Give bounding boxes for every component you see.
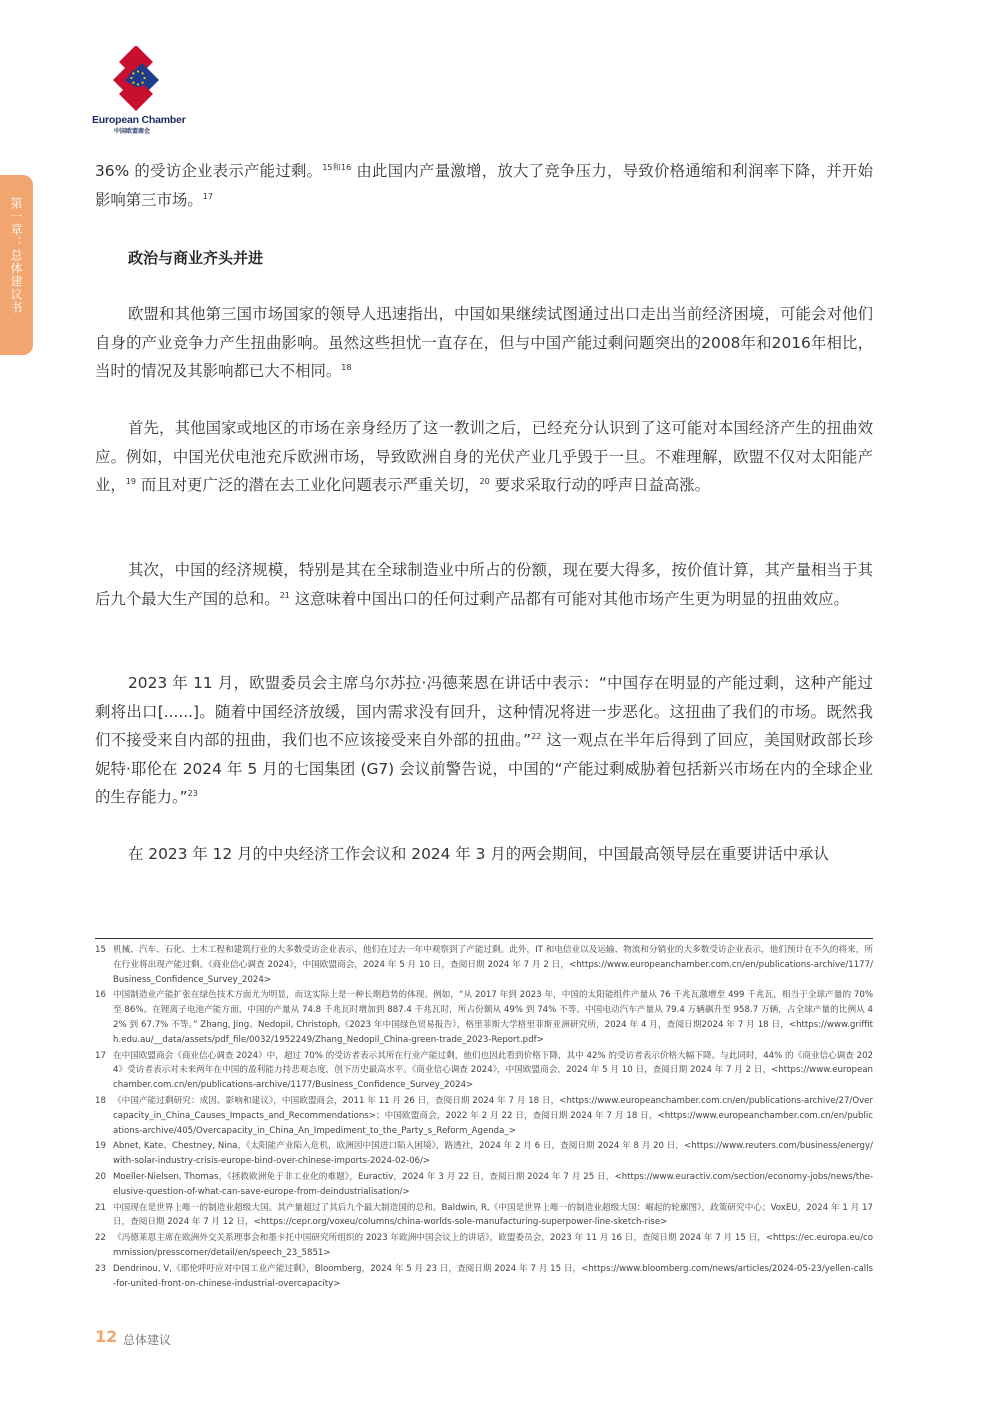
footnote-text: 机械、汽车、石化、土木工程和建筑行业的大多数受访企业表示，他们在过去一年中观察到了产能过剩。此外，IT 和电信业以及运输、物流和分销业的大多数受访企业表示，他们预计在不久的将来，所在行业将出现产能过剩。《商业信心调查 2024》，中国欧盟商会，2024 年 5 月 10 日，查阅日期 2024 年 7 月 2 日，<https://www.europeanchamber.com.cn/en/publications-archive/1177/Business_Confidence_Survey_2024> (113, 945, 873, 985)
logo-chinese-name: 中国欧盟商会 (114, 128, 151, 135)
paragraph-4-text-a: 2023 年 11 月，欧盟委员会主席乌尔苏拉·冯德莱恩在讲话中表示：“中国存在明显的产能过剩，这种产能过剩将出口[......]。随着中国经济放缓，国内需求没有回升，这种情况将进一步恶化。这扭曲了我们的市场。既然我们不接受来自内部的扭曲，我们也不应该接受来自外部的扭曲。” (95, 674, 873, 749)
footnote-item (95, 1201, 873, 1231)
footnote-number: 22 (95, 1233, 106, 1244)
footnote-item (95, 943, 873, 987)
footnote-text: Moeller-Nielsen, Thomas，《拯救欧洲免于非工业化的难题》，Euractiv，2024 年 3 月 22 日，查阅日期 2024 年 7 月 25 日，<https://www.euractiv.com/section/economy-jobs/news/the-elusive-question-of-what-can-save-europe-from-deindustrialisation/> (113, 1171, 873, 1197)
footnote-text: 中国现在是世界上唯一的制造业超级大国。其产量超过了其后九个最大制造国的总和。Baldwin, R,《中国是世界上唯一的制造业超级大国：崛起的轮廓图》，政策研究中心；VoxEU，2024 年 1 月 17 日，查阅日期 2024 年 7 月 12 日，<https://cepr.org/voxeu/columns/china-worlds-sole-manufacturing-superpower-line-sketch-rise> (113, 1202, 873, 1228)
paragraph-5: 在 2023 年 12 月的中央经济工作会议和 2024 年 3 月的两会期间，中国最高领导层在重要讲话中承认 (128, 845, 829, 863)
footnote-ref-20[interactable]: 20 (479, 477, 490, 486)
paragraph-1 (95, 300, 873, 386)
footnote-number: 20 (95, 1171, 106, 1182)
footnote-ref-22[interactable]: 22 (531, 732, 542, 741)
paragraph-4 (95, 669, 873, 812)
paragraph-0-text-a: 36% 的受访企业表示产能过剩。 (95, 162, 323, 180)
page-number: 12 (95, 1327, 118, 1346)
section-heading: 政治与商业齐头并进 (128, 249, 264, 267)
footnote-number: 23 (95, 1263, 106, 1274)
paragraph-2-text-c: 要求采取行动的呼声日益高涨。 (489, 476, 711, 494)
footnote-ref-19[interactable]: 19 (125, 477, 136, 486)
footnote-text: Abnet, Kate、Chestney, Nina，《太阳能产业陷入危机，欧洲因中国进口陷入困境》，路透社，2024 年 2 月 6 日，查阅日期 2024 年 8 月 20 日，<https://www.reuters.com/business/energy/with-solar-industry-crisis-europe-bind-over-chinese-imports-2024-02-06/> (113, 1141, 873, 1167)
paragraph-0-text-b: 由此国内产量激增，放大了竞争压力，导致价格通缩和利润率下降，并开始影响第三市场。 (95, 162, 873, 209)
footnote-ref-21[interactable]: 21 (279, 590, 290, 600)
paragraph-3-text-b: 这意味着中国出口的任何过剩产品都有可能对其他市场产生更为明显的扭曲效应。 (289, 589, 849, 608)
footnote-item (95, 1262, 873, 1292)
footnote-number: 16 (95, 990, 106, 1001)
footnote-text: 在中国欧盟商会《商业信心调查 2024》中，超过 70% 的受访者表示其所在行业产能过剩，他们也因此看到价格下降，其中 42% 的受访者表示价格大幅下降。与此同时，44% 的《商业信心调查 2024》受访者表示对未来两年在中国的盈利能力持悲观态度，创下历史最高水平。《商业信心调查 2024》，中国欧盟商会，2024 年 5 月 10 日，查阅日期 2024 年 7 月 2 日，<https://www.europeanchamber.com.cn/en/publications-archive/1177/Business_Confidence_Survey_2024> (113, 1050, 873, 1091)
paragraph-4-text-b: 这一观点在半年后得到了回应，美国财政部长珍妮特·耶伦在 2024 年 5 月的七国集团 (G7) 会议前警告说，中国的“产能过剩威胁着包括新兴市场在内的全球企业的生存能力。” (95, 731, 873, 806)
footnote-item (95, 1049, 873, 1093)
footnote-number: 18 (95, 1095, 106, 1106)
paragraph-3-text-a: 其次，中国的经济规模，特别是其在全球制造业中所占的份额，现在要大得多，按价值计算，其产量相当于其后九个最大生产国的总和。 (95, 561, 873, 608)
footnote-ref-23[interactable]: 23 (187, 789, 198, 798)
chapter-side-tab-label: 第一章：总体建议书 (9, 197, 23, 314)
footnote-item (95, 1231, 873, 1261)
paragraph-3 (95, 556, 873, 613)
paragraph-1-text: 欧盟和其他第三国市场国家的领导人迅速指出，中国如果继续试图通过出口走出当前经济困境，可能会对他们自身的产业竞争力产生扭曲影响。虽然这些担忧一直存在，但与中国产能过剩问题突出的2008年和2016年相比，当时的情况及其影响都已大不相同。 (95, 305, 873, 380)
footnote-number: 21 (95, 1202, 106, 1213)
chapter-side-tab (0, 175, 33, 355)
footnote-number: 17 (95, 1050, 106, 1061)
chamber-emblem-icon (104, 46, 172, 112)
european-chamber-logo (88, 46, 188, 136)
footnote-ref-17[interactable]: 17 (202, 191, 213, 201)
footer-section-label: 总体建议 (123, 1333, 172, 1347)
footnote-number: 19 (95, 1141, 106, 1152)
footnote-ref-15-16[interactable]: 15和16 (322, 163, 352, 172)
footnote-ref-18[interactable]: 18 (341, 363, 352, 372)
paragraph-2 (95, 414, 873, 500)
footnote-text: 中国制造业产能扩张在绿色技术方面尤为明显，而这实际上是一种长期趋势的体现。例如，“从 2017 年到 2023 年，中国的太阳能组件产量从 76 千兆瓦激增至 499 千兆瓦，相当于全球产量的 70% 至 86%。在锂离子电池产能方面，中国的产量从 74.8 千兆瓦时增加到 887.4 千兆瓦时，所占份额从 49% 到 74% 不等。中国电动汽车产量从 79.4 万辆飙升至 958.7 万辆，占全球产量的比例从 42% 到 67.7% 不等。” Zhang, Jing、Nedopil, Christoph,《2023 年中国绿色贸易报告》，格里菲斯大学格里菲斯亚洲研究所，2024 年 4 月，查阅日期2024 年 7 月 18 日，<https://www.griffith.edu.au/__data/assets/pdf_file/0032/1952249/Zhang_Nedopil_China-green-trade_2023-Report.pdf> (113, 990, 873, 1045)
footnote-text: 《中国产能过剩研究：成因、影响和建议》，中国欧盟商会，2011 年 11 月 26 日，查阅日期 2024 年 7 月 18 日，<https://www.europeanchamber.com.cn/en/publications-archive/27/Overcapacity_in_China_Causes_Impacts_and_Recommendations>；中国欧盟商会，2022 年 2 月 22 日，查阅日期 2024 年 7 月 18 日，<https://www.europeanchamber.com.cn/en/publications-archive/405/Overcapacity_in_China_An_Impediment_to_the_Party_s_Reform_Agenda_> (113, 1095, 873, 1136)
paragraph-2-text-b: 而且对更广泛的潜在去工业化问题表示严重关切， (135, 476, 480, 494)
footnote-divider (95, 938, 873, 939)
footnote-item (95, 988, 873, 1047)
paragraph-0 (95, 157, 873, 214)
footnote-item (95, 1139, 873, 1169)
footnote-number: 15 (95, 945, 106, 955)
logo-english-name: European Chamber (92, 114, 186, 126)
footnote-item (95, 1094, 873, 1138)
footnote-text: Dendrinou, V,《耶伦呼吁应对中国工业产能过剩》，Bloomberg，2024 年 5 月 23 日，查阅日期 2024 年 7 月 15 日，<https://www.bloomberg.com/news/articles/2024-05-23/yellen-calls-for-united-front-on-chinese-industrial-overcapacity> (113, 1263, 873, 1289)
footnote-item (95, 1170, 873, 1200)
footnotes-section (95, 943, 873, 1292)
paragraph-2-text-a: 首先，其他国家或地区的市场在亲身经历了这一教训之后，已经充分认识到了这可能对本国经济产生的扭曲效应。例如，中国光伏电池充斥欧洲市场，导致欧洲自身的光伏产业几乎毁于一旦。不难理解，欧盟不仅对太阳能产业， (95, 419, 873, 494)
footnote-text: 《冯德莱恩主席在欧洲外交关系理事会和墨卡托中国研究所组织的 2023 年欧洲中国会议上的讲话》，欧盟委员会，2023 年 11 月 16 日，查阅日期 2024 年 7 月 15 日，<https://ec.europa.eu/commission/presscorner/detail/en/speech_23_5851> (113, 1233, 873, 1258)
